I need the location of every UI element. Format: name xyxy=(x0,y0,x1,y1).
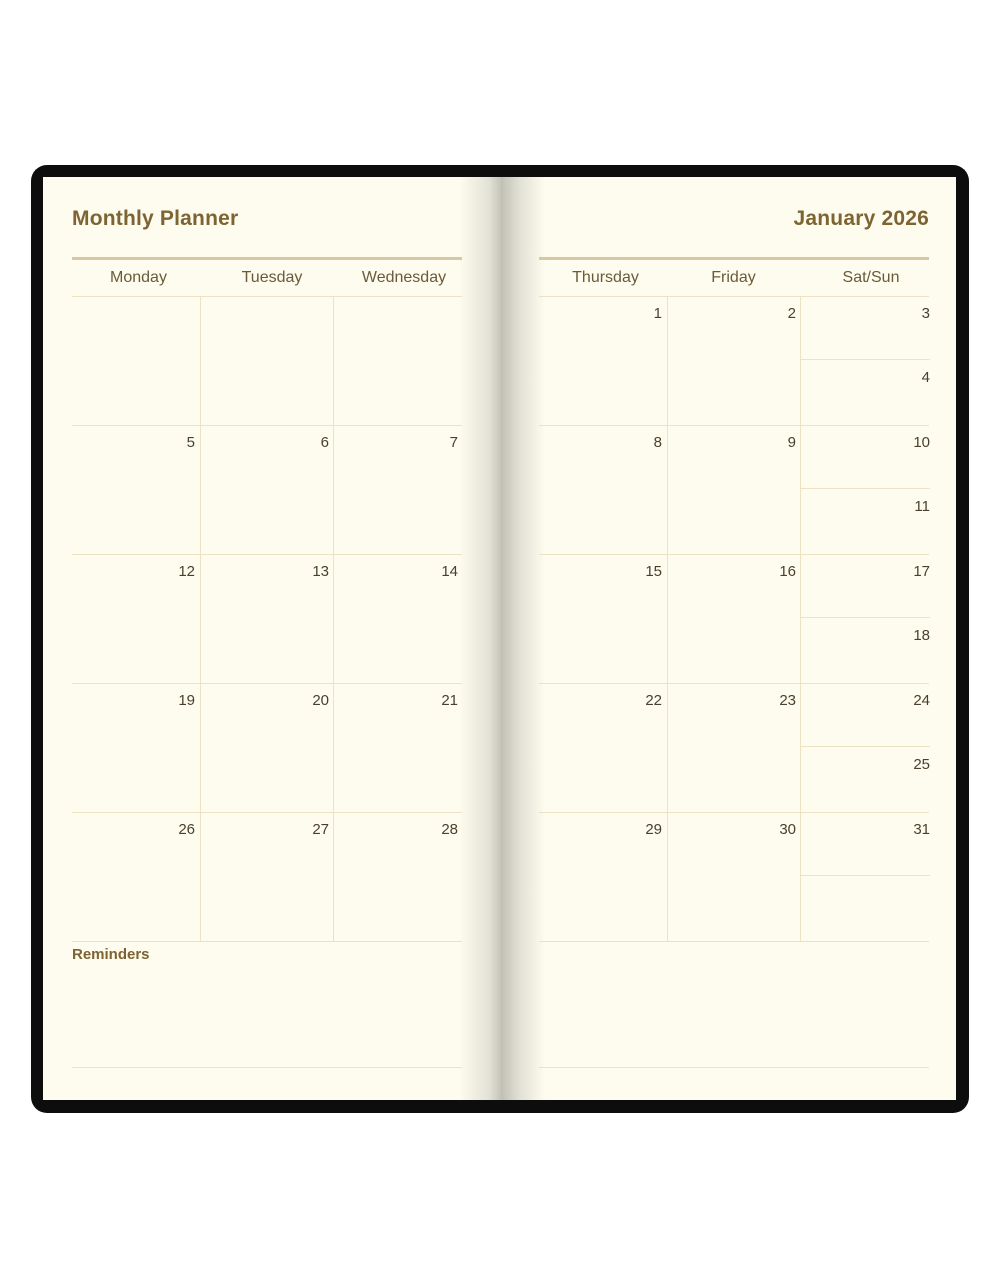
day-cell[interactable] xyxy=(200,813,334,941)
weekday-thursday: Thursday xyxy=(572,269,639,286)
weekend-divider xyxy=(801,617,930,618)
date-number: 16 xyxy=(779,563,796,580)
week-row xyxy=(539,297,929,426)
weekday-wednesday: Wednesday xyxy=(361,269,447,286)
week-row xyxy=(539,684,929,813)
weekday-satsun: Sat/Sun xyxy=(842,269,900,286)
day-cell[interactable] xyxy=(667,297,801,425)
right-page xyxy=(501,177,956,1100)
day-cell[interactable] xyxy=(667,426,801,554)
date-number: 12 xyxy=(178,563,195,580)
day-cell[interactable] xyxy=(333,297,463,425)
weekday-header-row xyxy=(539,260,929,297)
weekday-monday: Monday xyxy=(110,269,167,286)
date-number: 9 xyxy=(787,434,796,451)
date-number: 7 xyxy=(449,434,458,451)
day-cell[interactable] xyxy=(539,555,667,683)
weekday-friday: Friday xyxy=(711,269,756,286)
weekend-divider xyxy=(801,746,930,747)
date-number: 1 xyxy=(653,305,662,322)
weekday-header-row xyxy=(72,260,462,297)
date-number: 23 xyxy=(779,692,796,709)
date-number: 13 xyxy=(312,563,329,580)
weekend-cell[interactable] xyxy=(800,426,930,554)
day-cell[interactable] xyxy=(72,426,200,554)
date-number: 2 xyxy=(787,305,796,322)
day-cell[interactable] xyxy=(72,555,200,683)
week-row xyxy=(72,426,462,555)
day-cell[interactable] xyxy=(539,297,667,425)
day-cell[interactable] xyxy=(72,684,200,812)
gutter-shadow xyxy=(459,177,501,1100)
day-cell[interactable] xyxy=(333,555,463,683)
weekend-divider xyxy=(801,488,930,489)
notes-bottom-rule xyxy=(539,1067,929,1068)
day-cell[interactable] xyxy=(539,684,667,812)
date-number: 10 xyxy=(913,434,930,451)
date-number: 25 xyxy=(913,756,930,773)
reminders-bottom-rule xyxy=(72,1067,462,1068)
week-row xyxy=(539,426,929,555)
weekend-cell[interactable] xyxy=(800,684,930,812)
week-row xyxy=(539,555,929,684)
reminders-label: Reminders xyxy=(72,946,150,963)
calendar-grid-left xyxy=(72,260,462,942)
calendar-grid-right xyxy=(539,260,929,942)
day-cell[interactable] xyxy=(200,426,334,554)
weekend-cell[interactable] xyxy=(800,297,930,425)
date-number: 27 xyxy=(312,821,329,838)
day-cell[interactable] xyxy=(72,297,200,425)
weekday-tuesday: Tuesday xyxy=(241,269,303,286)
week-row xyxy=(72,555,462,684)
day-cell[interactable] xyxy=(539,426,667,554)
week-row xyxy=(72,813,462,942)
week-row xyxy=(72,297,462,426)
date-number: 20 xyxy=(312,692,329,709)
date-number: 8 xyxy=(653,434,662,451)
date-number: 17 xyxy=(913,563,930,580)
date-number: 18 xyxy=(913,627,930,644)
date-number: 24 xyxy=(913,692,930,709)
date-number: 6 xyxy=(320,434,329,451)
date-number: 26 xyxy=(178,821,195,838)
date-number: 30 xyxy=(779,821,796,838)
day-cell[interactable] xyxy=(200,297,334,425)
date-number: 14 xyxy=(441,563,458,580)
week-row xyxy=(72,684,462,813)
date-number: 29 xyxy=(645,821,662,838)
day-cell[interactable] xyxy=(667,813,801,941)
week-row xyxy=(539,813,929,942)
date-number: 11 xyxy=(914,498,930,515)
weekend-divider xyxy=(801,359,930,360)
date-number: 15 xyxy=(645,563,662,580)
date-number: 31 xyxy=(913,821,930,838)
weekend-cell[interactable] xyxy=(800,813,930,941)
weekend-cell[interactable] xyxy=(800,555,930,683)
day-cell[interactable] xyxy=(667,555,801,683)
date-number: 5 xyxy=(186,434,195,451)
left-page xyxy=(43,177,501,1100)
date-number: 28 xyxy=(441,821,458,838)
day-cell[interactable] xyxy=(72,813,200,941)
day-cell[interactable] xyxy=(667,684,801,812)
month-title: January 2026 xyxy=(793,207,929,230)
date-number: 3 xyxy=(921,305,930,322)
date-number: 21 xyxy=(441,692,458,709)
date-number: 4 xyxy=(921,369,930,386)
day-cell[interactable] xyxy=(333,813,463,941)
page-title: Monthly Planner xyxy=(72,207,239,230)
day-cell[interactable] xyxy=(200,684,334,812)
date-number: 22 xyxy=(645,692,662,709)
day-cell[interactable] xyxy=(539,813,667,941)
day-cell[interactable] xyxy=(200,555,334,683)
day-cell[interactable] xyxy=(333,426,463,554)
day-cell[interactable] xyxy=(333,684,463,812)
weekend-divider xyxy=(801,875,930,876)
date-number: 19 xyxy=(178,692,195,709)
